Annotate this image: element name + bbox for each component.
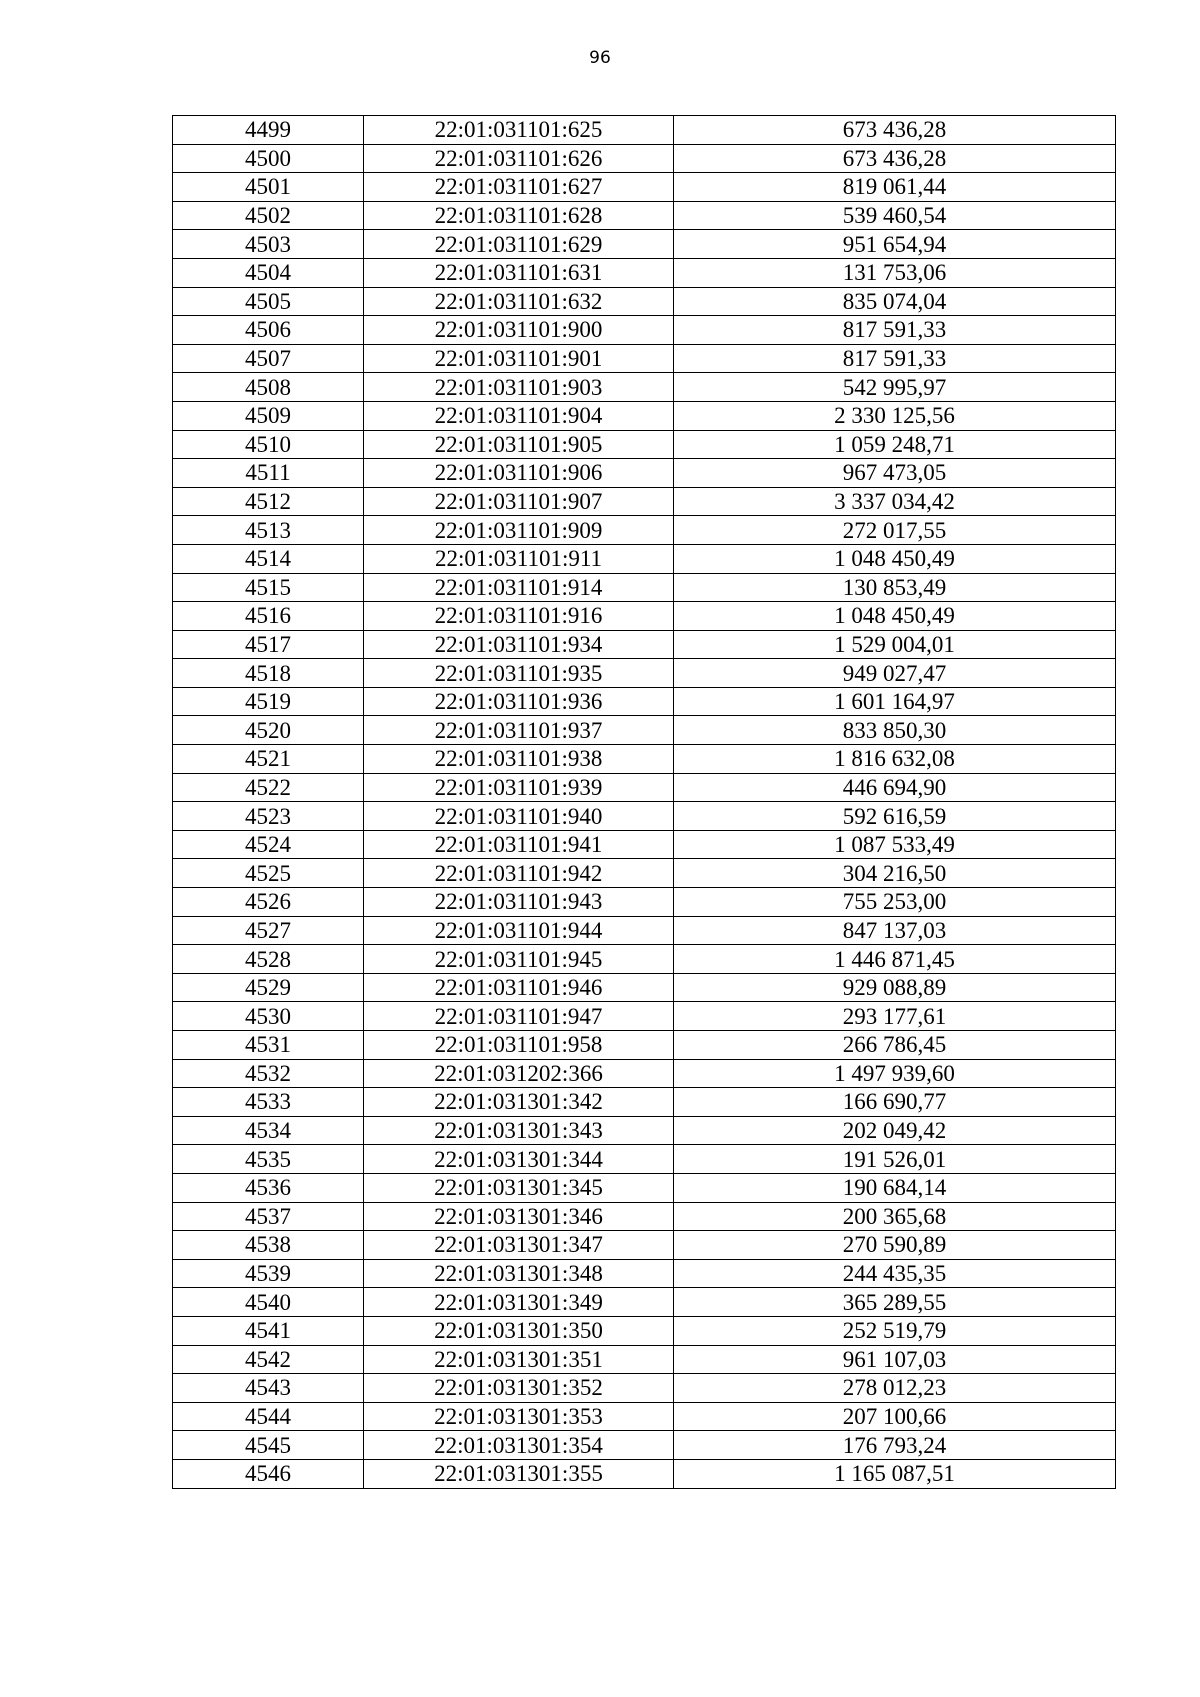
- row-number-cell: 4517: [173, 630, 364, 659]
- value-cell: 1 048 450,49: [674, 544, 1116, 573]
- table-row: [173, 1116, 1116, 1145]
- row-number-cell: 4515: [173, 573, 364, 602]
- cadastral-number-cell: 22:01:031101:903: [364, 373, 674, 402]
- cadastral-number-cell: 22:01:031101:625: [364, 116, 674, 145]
- row-number-cell: 4540: [173, 1288, 364, 1317]
- value-cell: 1 165 087,51: [674, 1459, 1116, 1488]
- cadastral-number-cell: 22:01:031301:355: [364, 1459, 674, 1488]
- cadastral-number-cell: 22:01:031301:342: [364, 1088, 674, 1117]
- row-number-cell: 4528: [173, 945, 364, 974]
- page-number: 96: [589, 48, 611, 68]
- value-cell: 835 074,04: [674, 287, 1116, 316]
- cadastral-number-cell: 22:01:031301:346: [364, 1202, 674, 1231]
- table-row: [173, 1088, 1116, 1117]
- row-number-cell: 4504: [173, 258, 364, 287]
- value-cell: 961 107,03: [674, 1345, 1116, 1374]
- value-cell: 2 330 125,56: [674, 401, 1116, 430]
- cadastral-number-cell: 22:01:031301:343: [364, 1116, 674, 1145]
- table-row: [173, 287, 1116, 316]
- table-row: [173, 1145, 1116, 1174]
- cadastral-number-cell: 22:01:031301:351: [364, 1345, 674, 1374]
- table-row: [173, 316, 1116, 345]
- value-cell: 1 059 248,71: [674, 430, 1116, 459]
- table-row: [173, 916, 1116, 945]
- table-row: [173, 945, 1116, 974]
- cadastral-number-cell: 22:01:031101:937: [364, 716, 674, 745]
- row-number-cell: 4542: [173, 1345, 364, 1374]
- table-row: [173, 1031, 1116, 1060]
- value-cell: 673 436,28: [674, 144, 1116, 173]
- row-number-cell: 4529: [173, 973, 364, 1002]
- cadastral-number-cell: 22:01:031101:942: [364, 859, 674, 888]
- table-row: [173, 487, 1116, 516]
- cadastral-number-cell: 22:01:031101:906: [364, 459, 674, 488]
- cadastral-number-cell: 22:01:031101:944: [364, 916, 674, 945]
- row-number-cell: 4500: [173, 144, 364, 173]
- cadastral-number-cell: 22:01:031101:628: [364, 201, 674, 230]
- registry-table-body: [173, 116, 1116, 1489]
- cadastral-number-cell: 22:01:031101:939: [364, 773, 674, 802]
- table-row: [173, 144, 1116, 173]
- table-row: [173, 802, 1116, 831]
- row-number-cell: 4509: [173, 401, 364, 430]
- table-row: [173, 1002, 1116, 1031]
- cadastral-number-cell: 22:01:031101:627: [364, 173, 674, 202]
- value-cell: 949 027,47: [674, 659, 1116, 688]
- table-row: [173, 1059, 1116, 1088]
- cadastral-number-cell: 22:01:031101:916: [364, 602, 674, 631]
- row-number-cell: 4512: [173, 487, 364, 516]
- value-cell: 244 435,35: [674, 1259, 1116, 1288]
- cadastral-number-cell: 22:01:031301:354: [364, 1431, 674, 1460]
- row-number-cell: 4538: [173, 1231, 364, 1260]
- value-cell: 755 253,00: [674, 888, 1116, 917]
- table-row: [173, 1288, 1116, 1317]
- row-number-cell: 4520: [173, 716, 364, 745]
- value-cell: 207 100,66: [674, 1402, 1116, 1431]
- value-cell: 967 473,05: [674, 459, 1116, 488]
- table-row: [173, 716, 1116, 745]
- table-row: [173, 1374, 1116, 1403]
- row-number-cell: 4527: [173, 916, 364, 945]
- value-cell: 190 684,14: [674, 1173, 1116, 1202]
- cadastral-number-cell: 22:01:031101:907: [364, 487, 674, 516]
- cadastral-number-cell: 22:01:031101:936: [364, 687, 674, 716]
- row-number-cell: 4526: [173, 888, 364, 917]
- cadastral-number-cell: 22:01:031101:947: [364, 1002, 674, 1031]
- cadastral-number-cell: 22:01:031101:904: [364, 401, 674, 430]
- row-number-cell: 4537: [173, 1202, 364, 1231]
- table-row: [173, 659, 1116, 688]
- value-cell: 191 526,01: [674, 1145, 1116, 1174]
- value-cell: 539 460,54: [674, 201, 1116, 230]
- cadastral-number-cell: 22:01:031101:900: [364, 316, 674, 345]
- value-cell: 819 061,44: [674, 173, 1116, 202]
- cadastral-number-cell: 22:01:031101:626: [364, 144, 674, 173]
- row-number-cell: 4546: [173, 1459, 364, 1488]
- row-number-cell: 4501: [173, 173, 364, 202]
- value-cell: 278 012,23: [674, 1374, 1116, 1403]
- cadastral-number-cell: 22:01:031101:911: [364, 544, 674, 573]
- value-cell: 929 088,89: [674, 973, 1116, 1002]
- value-cell: 592 616,59: [674, 802, 1116, 831]
- value-cell: 272 017,55: [674, 516, 1116, 545]
- cadastral-number-cell: 22:01:031101:914: [364, 573, 674, 602]
- row-number-cell: 4522: [173, 773, 364, 802]
- table-row: [173, 745, 1116, 774]
- table-row: [173, 373, 1116, 402]
- row-number-cell: 4514: [173, 544, 364, 573]
- row-number-cell: 4502: [173, 201, 364, 230]
- table-row: [173, 116, 1116, 145]
- cadastral-number-cell: 22:01:031301:353: [364, 1402, 674, 1431]
- value-cell: 1 087 533,49: [674, 830, 1116, 859]
- table-row: [173, 258, 1116, 287]
- cadastral-number-cell: 22:01:031301:347: [364, 1231, 674, 1260]
- row-number-cell: 4510: [173, 430, 364, 459]
- cadastral-number-cell: 22:01:031301:348: [364, 1259, 674, 1288]
- row-number-cell: 4521: [173, 745, 364, 774]
- table-row: [173, 544, 1116, 573]
- table-row: [173, 859, 1116, 888]
- value-cell: 166 690,77: [674, 1088, 1116, 1117]
- table-row: [173, 687, 1116, 716]
- cadastral-number-cell: 22:01:031101:938: [364, 745, 674, 774]
- cadastral-number-cell: 22:01:031101:901: [364, 344, 674, 373]
- row-number-cell: 4530: [173, 1002, 364, 1031]
- table-row: [173, 573, 1116, 602]
- row-number-cell: 4519: [173, 687, 364, 716]
- table-row: [173, 1316, 1116, 1345]
- table-row: [173, 430, 1116, 459]
- row-number-cell: 4503: [173, 230, 364, 259]
- table-row: [173, 1173, 1116, 1202]
- row-number-cell: 4508: [173, 373, 364, 402]
- row-number-cell: 4516: [173, 602, 364, 631]
- table-row: [173, 173, 1116, 202]
- value-cell: 1 446 871,45: [674, 945, 1116, 974]
- row-number-cell: 4513: [173, 516, 364, 545]
- value-cell: 673 436,28: [674, 116, 1116, 145]
- row-number-cell: 4506: [173, 316, 364, 345]
- cadastral-number-cell: 22:01:031101:934: [364, 630, 674, 659]
- table-row: [173, 1402, 1116, 1431]
- value-cell: 3 337 034,42: [674, 487, 1116, 516]
- row-number-cell: 4511: [173, 459, 364, 488]
- value-cell: 1 816 632,08: [674, 745, 1116, 774]
- cadastral-number-cell: 22:01:031301:350: [364, 1316, 674, 1345]
- value-cell: 542 995,97: [674, 373, 1116, 402]
- value-cell: 131 753,06: [674, 258, 1116, 287]
- row-number-cell: 4525: [173, 859, 364, 888]
- row-number-cell: 4543: [173, 1374, 364, 1403]
- value-cell: 252 519,79: [674, 1316, 1116, 1345]
- row-number-cell: 4499: [173, 116, 364, 145]
- row-number-cell: 4544: [173, 1402, 364, 1431]
- row-number-cell: 4505: [173, 287, 364, 316]
- cadastral-number-cell: 22:01:031301:352: [364, 1374, 674, 1403]
- table-row: [173, 401, 1116, 430]
- value-cell: 200 365,68: [674, 1202, 1116, 1231]
- row-number-cell: 4535: [173, 1145, 364, 1174]
- value-cell: 293 177,61: [674, 1002, 1116, 1031]
- table-row: [173, 888, 1116, 917]
- cadastral-number-cell: 22:01:031301:344: [364, 1145, 674, 1174]
- value-cell: 1 601 164,97: [674, 687, 1116, 716]
- row-number-cell: 4536: [173, 1173, 364, 1202]
- value-cell: 446 694,90: [674, 773, 1116, 802]
- cadastral-number-cell: 22:01:031101:941: [364, 830, 674, 859]
- row-number-cell: 4539: [173, 1259, 364, 1288]
- table-row: [173, 602, 1116, 631]
- table-row: [173, 1259, 1116, 1288]
- cadastral-number-cell: 22:01:031101:935: [364, 659, 674, 688]
- value-cell: 365 289,55: [674, 1288, 1116, 1317]
- row-number-cell: 4531: [173, 1031, 364, 1060]
- value-cell: 270 590,89: [674, 1231, 1116, 1260]
- row-number-cell: 4532: [173, 1059, 364, 1088]
- table-row: [173, 344, 1116, 373]
- row-number-cell: 4523: [173, 802, 364, 831]
- table-row: [173, 201, 1116, 230]
- table-row: [173, 230, 1116, 259]
- value-cell: 817 591,33: [674, 316, 1116, 345]
- table-row: [173, 630, 1116, 659]
- value-cell: 266 786,45: [674, 1031, 1116, 1060]
- cadastral-number-cell: 22:01:031301:345: [364, 1173, 674, 1202]
- cadastral-number-cell: 22:01:031202:366: [364, 1059, 674, 1088]
- cadastral-number-cell: 22:01:031101:945: [364, 945, 674, 974]
- value-cell: 817 591,33: [674, 344, 1116, 373]
- value-cell: 1 529 004,01: [674, 630, 1116, 659]
- table-row: [173, 1459, 1116, 1488]
- cadastral-number-cell: 22:01:031301:349: [364, 1288, 674, 1317]
- registry-table: [172, 115, 1116, 1489]
- cadastral-number-cell: 22:01:031101:632: [364, 287, 674, 316]
- row-number-cell: 4533: [173, 1088, 364, 1117]
- cadastral-number-cell: 22:01:031101:909: [364, 516, 674, 545]
- row-number-cell: 4545: [173, 1431, 364, 1460]
- table-row: [173, 459, 1116, 488]
- value-cell: 202 049,42: [674, 1116, 1116, 1145]
- cadastral-number-cell: 22:01:031101:905: [364, 430, 674, 459]
- table-row: [173, 1431, 1116, 1460]
- row-number-cell: 4524: [173, 830, 364, 859]
- cadastral-number-cell: 22:01:031101:958: [364, 1031, 674, 1060]
- value-cell: 1 048 450,49: [674, 602, 1116, 631]
- value-cell: 176 793,24: [674, 1431, 1116, 1460]
- table-row: [173, 773, 1116, 802]
- value-cell: 1 497 939,60: [674, 1059, 1116, 1088]
- value-cell: 130 853,49: [674, 573, 1116, 602]
- cadastral-number-cell: 22:01:031101:946: [364, 973, 674, 1002]
- cadastral-number-cell: 22:01:031101:943: [364, 888, 674, 917]
- value-cell: 951 654,94: [674, 230, 1116, 259]
- table-row: [173, 516, 1116, 545]
- row-number-cell: 4518: [173, 659, 364, 688]
- table-row: [173, 973, 1116, 1002]
- table-row: [173, 1345, 1116, 1374]
- value-cell: 833 850,30: [674, 716, 1116, 745]
- table-row: [173, 830, 1116, 859]
- table-row: [173, 1231, 1116, 1260]
- cadastral-number-cell: 22:01:031101:629: [364, 230, 674, 259]
- row-number-cell: 4534: [173, 1116, 364, 1145]
- row-number-cell: 4507: [173, 344, 364, 373]
- value-cell: 847 137,03: [674, 916, 1116, 945]
- value-cell: 304 216,50: [674, 859, 1116, 888]
- row-number-cell: 4541: [173, 1316, 364, 1345]
- cadastral-number-cell: 22:01:031101:631: [364, 258, 674, 287]
- table-row: [173, 1202, 1116, 1231]
- cadastral-number-cell: 22:01:031101:940: [364, 802, 674, 831]
